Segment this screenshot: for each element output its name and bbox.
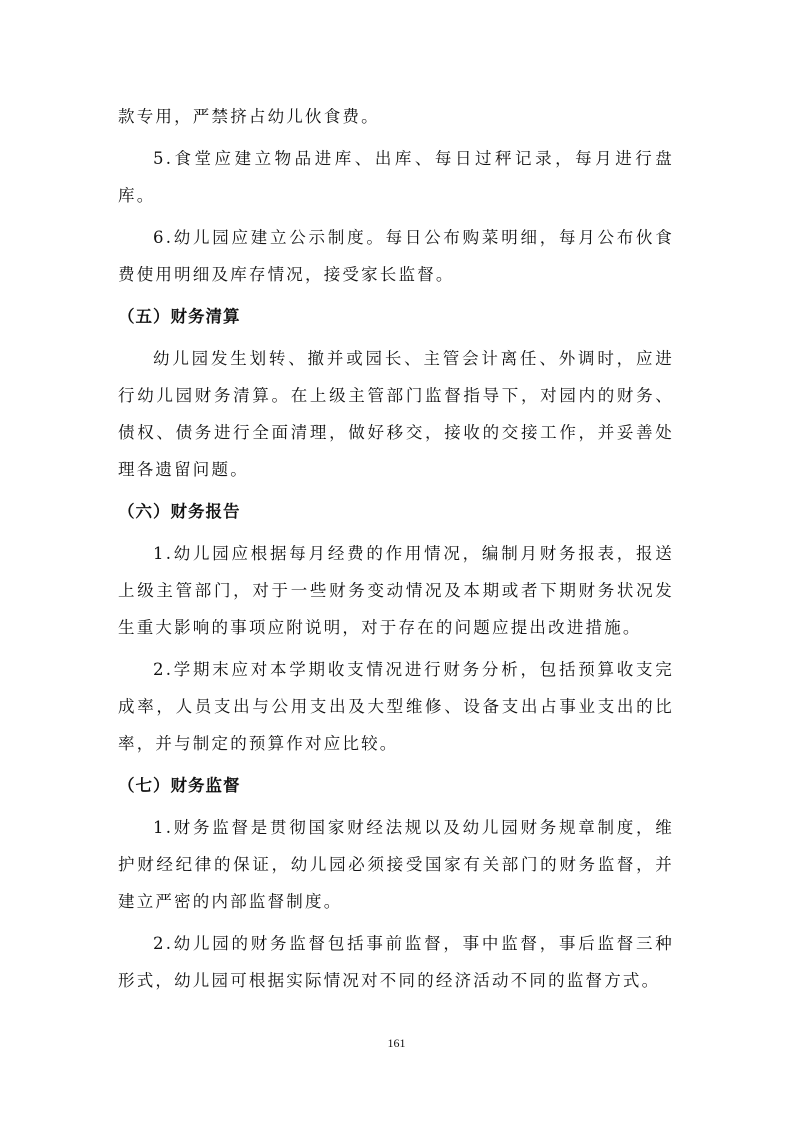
paragraph-report-1: 1.幼儿园应根据每月经费的作用情况，编制月财务报表，报送上级主管部门，对于一些财务变动情况及本期或者下期财务状况发生重大影响的事项应附说明，对于存在的问题应提出改进措施。 bbox=[118, 544, 674, 637]
paragraph-item-5: 5.食堂应建立物品进库、出库、每日过秤记录，每月进行盘库。 bbox=[118, 149, 674, 205]
document-body bbox=[118, 98, 674, 999]
paragraph-report-2: 2.学期末应对本学期收支情况进行财务分析，包括预算收支完成率，人员支出与公用支出及大型维修、设备支出占事业支出的比率，并与制定的预算作对应比较。 bbox=[118, 660, 674, 753]
paragraph-supervision-1: 1.财务监督是贯彻国家财经法规以及幼儿园财务规章制度，维护财经纪律的保证，幼儿园必须接受国家有关部门的财务监督，并建立严密的内部监督制度。 bbox=[118, 818, 674, 911]
paragraph-settlement: 幼儿园发生划转、撤并或园长、主管会计离任、外调时，应进行幼儿园财务清算。在上级主管部门监督指导下，对园内的财务、债权、债务进行全面清理，做好移交，接收的交接工作，并妥善处理各遗留问题。 bbox=[118, 349, 674, 479]
section-heading-report: （六）财务报告 bbox=[118, 502, 241, 521]
paragraph-item-6: 6.幼儿园应建立公示制度。每日公布购菜明细，每月公布伙食费使用明细及库存情况，接受家长监督。 bbox=[118, 228, 674, 284]
page-number: 161 bbox=[387, 1036, 406, 1050]
paragraph-supervision-2: 2.幼儿园的财务监督包括事前监督，事中监督，事后监督三种形式，幼儿园可根据实际情况对不同的经济活动不同的监督方式。 bbox=[118, 934, 674, 990]
paragraph-continuation: 款专用，严禁挤占幼儿伙食费。 bbox=[118, 107, 380, 126]
section-heading-settlement: （五）财务清算 bbox=[118, 307, 241, 326]
section-heading-supervision: （七）财务监督 bbox=[118, 776, 241, 795]
